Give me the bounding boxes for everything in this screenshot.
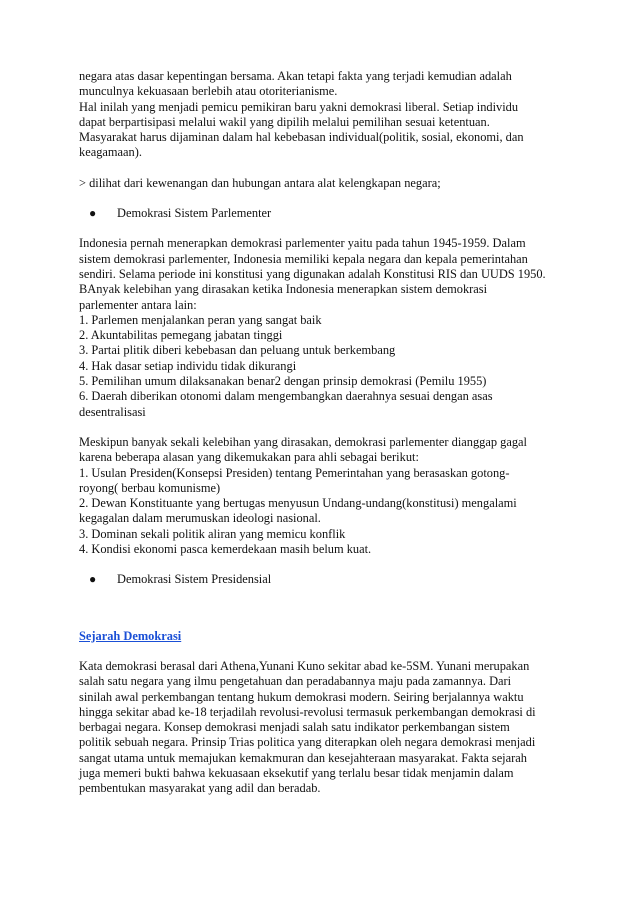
text-line: Meskipun banyak sekali kelebihan yang dirasakan, demokrasi parlementer dianggap gagal (79, 434, 527, 449)
bullet-icon: ● (89, 206, 97, 221)
list-item: 6. Daerah diberikan otonomi dalam mengembangkan daerahnya sesuai dengan asas (79, 389, 493, 404)
list-item: 5. Pemilihan umum dilaksanakan benar2 dengan prinsip demokrasi (Pemilu 1955) (79, 374, 487, 389)
text-line: sistem demokrasi parlementer, Indonesia memiliki kepala negara dan kepala pemerintahan (79, 251, 528, 266)
text-line: Masyarakat harus dijaminan dalam hal kebebasan individual(politik, sosial, ekonomi, dan (79, 130, 524, 145)
list-item: desentralisasi (79, 404, 146, 419)
list-item: 4. Kondisi ekonomi pasca kemerdekaan masih belum kuat. (79, 542, 372, 557)
intro-paragraph (79, 69, 578, 161)
list-item: 2. Akuntabilitas pemegang jabatan tinggi (79, 328, 283, 343)
list-item: 2. Dewan Konstituante yang bertugas menyusun Undang-undang(konstitusi) mengalami (79, 496, 517, 511)
list-item: kegagalan dalam merumuskan ideologi nasional. (79, 511, 321, 526)
text-line: juga memeri bukti bahwa kekuasaan eksekutif yang terlalu besar tidak menjamin dalam (79, 765, 514, 780)
parlementer-paragraph (79, 236, 578, 420)
text-line: parlementer antara lain: (79, 297, 197, 312)
bullet-item-presidensial (79, 572, 578, 587)
list-item: royong( berbau komunisme) (79, 480, 221, 495)
text-line: karena beberapa alasan yang dikemukakan para ahli sebagai berikut: (79, 450, 419, 465)
text-line: hingga sekitar abad ke-18 terjadilah revolusi-revolusi termasuk perkembangan demokrasi di (79, 704, 536, 719)
list-item: 1. Usulan Presiden(Konsepsi Presiden) tentang Pemerintahan yang berasaskan gotong- (79, 465, 510, 480)
history-heading-block (79, 629, 578, 644)
text-line: negara atas dasar kepentingan bersama. Akan tetapi fakta yang terjadi kemudian adalah (79, 69, 512, 83)
text-line: salah satu negara yang ilmu pengetahuan dan peradabannya maju pada zamannya. Dari (79, 674, 512, 689)
list-item: 3. Dominan sekali politik aliran yang memicu konflik (79, 526, 346, 541)
text-line: Hal inilah yang menjadi pemicu pemikiran baru yakni demokrasi liberal. Setiap individu (79, 99, 519, 114)
text-line: sangat utama untuk memajukan kemakmuran dan kesejahteraan masyarakat. Fakta sejarah (79, 750, 527, 765)
text-line: Kata demokrasi berasal dari Athena,Yunani Kuno sekitar abad ke-5SM. Yunani merupakan (79, 658, 530, 673)
criteria-line: > dilihat dari kewenangan dan hubungan antara alat kelengkapan negara; (79, 175, 441, 190)
text-line: berbagai negara. Konsep demokrasi menjadi salah satu indikator perkembangan sistem (79, 720, 510, 735)
list-item: 3. Partai plitik diberi kebebasan dan peluang untuk berkembang (79, 343, 396, 358)
text-line: sinilah awal perkembangan tentang hukum demokrasi modern. Seiring berjalannya waktu (79, 689, 524, 704)
text-line: munculnya kekuasaan berlebih atau otoriterianisme. (79, 84, 338, 99)
bullet-icon: ● (89, 572, 97, 587)
list-item: 1. Parlemen menjalankan peran yang sangat baik (79, 312, 322, 327)
text-line: Indonesia pernah menerapkan demokrasi parlementer yaitu pada tahun 1945-1959. Dalam (79, 236, 526, 251)
list-item: 4. Hak dasar setiap individu tidak dikurangi (79, 358, 297, 373)
text-line: pembentukan masyarakat yang adil dan beradab. (79, 781, 321, 796)
bullet-label: Demokrasi Sistem Parlementer (117, 206, 272, 221)
text-line: politik sebuah negara. Prinsip Trias politica yang diterapkan oleh negara demokrasi menjadi (79, 735, 536, 750)
text-line: sendiri. Selama periode ini konstitusi yang digunakan adalah Konstitusi RIS dan UUDS 1950. (79, 266, 546, 281)
text-line: dapat berpartisipasi melalui wakil yang dipilih melalui pemilihan sesuai ketentuan. (79, 114, 490, 129)
text-line: keagamaan). (79, 145, 142, 160)
bullet-label: Demokrasi Sistem Presidensial (117, 572, 272, 587)
bullet-item-parlementer (79, 206, 578, 221)
weakness-paragraph (79, 435, 578, 557)
section-spacer (79, 603, 578, 629)
history-heading-link[interactable]: Sejarah Demokrasi (79, 628, 182, 643)
text-line: BAnyak kelebihan yang dirasakan ketika Indonesia menerapkan sistem demokrasi (79, 282, 488, 297)
criteria-paragraph (79, 176, 578, 191)
history-paragraph (79, 659, 578, 797)
